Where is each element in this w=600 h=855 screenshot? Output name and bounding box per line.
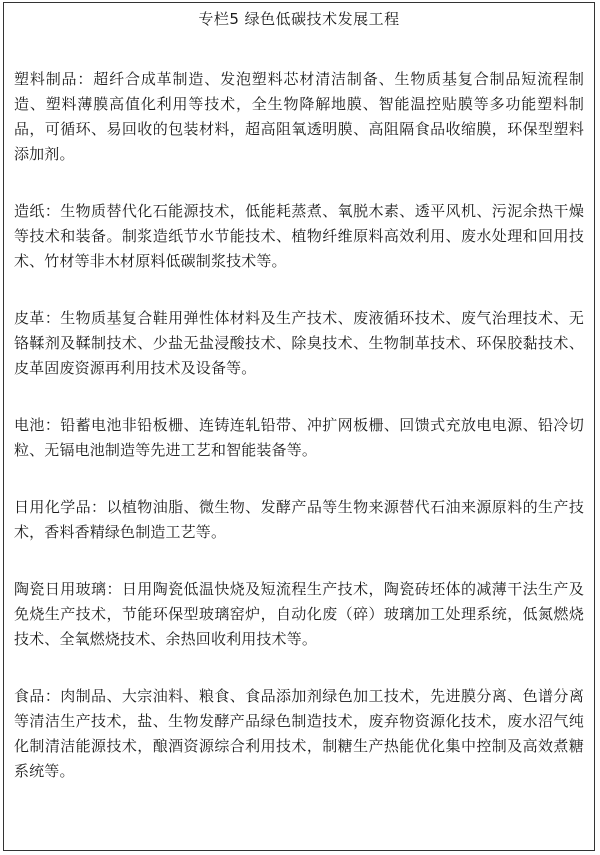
paragraph-leather: 皮革：生物质基复合鞋用弹性体材料及生产技术、废液循环技术、废气治理技术、无铬鞣剂及鞣制技术、少盐无盐浸酸技术、除臭技术、生物制革技术、环保胶黏技术、皮革固废资源再利用技术及设备等。: [14, 309, 584, 377]
paragraph-food: 食品：肉制品、大宗油料、粮食、食品添加剂绿色加工技术，先进膜分离、色谱分离等清洁生产技术，盐、生物发酵产品绿色制造技术，废弃物资源化技术，废水沼气纯化制清洁能源技术，酿酒资源综合利用技术，制糖生产热能优化集中控制及高效煮糖系统等。: [14, 687, 584, 780]
paragraph-ceramics-glass: 陶瓷日用玻璃：日用陶瓷低温快烧及短流程生产技术，陶瓷砖坯体的减薄干法生产及免烧生产技术，节能环保型玻璃窑炉，自动化废（碎）玻璃加工处理系统，低氮燃烧技术、全氧燃烧技术、余热回收利用技术等。: [14, 580, 584, 648]
paragraph-list: [14, 67, 584, 784]
document-box: [3, 2, 595, 851]
box-title: 专栏5 绿色低碳技术发展工程: [198, 10, 400, 28]
paragraph-batteries: 电池：铅蓄电池非铅板栅、连铸连轧铅带、冲扩网板栅、回馈式充放电电源、铅冷切粒、无镉电池制造等先进工艺和智能装备等。: [14, 416, 584, 459]
paragraph-papermaking: 造纸：生物质替代化石能源技术，低能耗蒸煮、氧脱木素、透平风机、污泥余热干燥等技术和装备。制浆造纸节水节能技术、植物纤维原料高效利用、废水处理和回用技术、竹材等非木材原料低碳制浆技术等。: [14, 202, 584, 270]
paragraph-daily-chemicals: 日用化学品：以植物油脂、微生物、发酵产品等生物来源替代石油来源原料的生产技术，香料香精绿色制造工艺等。: [14, 498, 584, 541]
paragraph-plastics: 塑料制品：超纤合成革制造、发泡塑料芯材清洁制备、生物质基复合制品短流程制造、塑料薄膜高值化利用等技术，全生物降解地膜、智能温控贴膜等多功能塑料制品，可循环、易回收的包装材料，超高阻氧透明膜、高阻隔食品收缩膜，环保型塑料添加剂。: [14, 70, 584, 163]
